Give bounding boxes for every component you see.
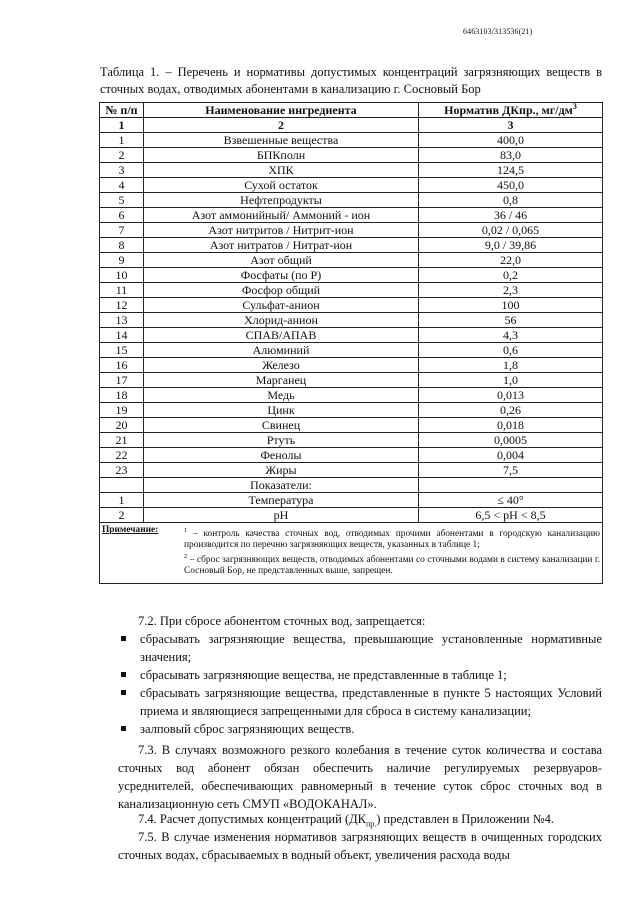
ingredient-name: Ртуть: [144, 433, 419, 448]
row-number: 11: [100, 283, 144, 298]
prohibition-list: [118, 630, 602, 738]
norm-value: 4,3: [419, 328, 603, 343]
header-norm-text: Норматив ДКпр., мг/дм: [444, 103, 573, 117]
norm-value: 0,8: [419, 193, 603, 208]
header-norm-exponent: 3: [572, 102, 577, 111]
note-row: [100, 523, 603, 584]
norm-value: 0,018: [419, 418, 603, 433]
norms-table: [99, 102, 603, 584]
p74-before: 7.4. Расчет допустимых концентраций (ДК: [138, 812, 366, 826]
table-row: [100, 493, 603, 508]
row-number: 9: [100, 253, 144, 268]
table-row: [100, 418, 603, 433]
row-number: 10: [100, 268, 144, 283]
paragraph-7-2: 7.2. При сбросе абонентом сточных вод, запрещается:: [138, 614, 426, 628]
column-number: 1: [100, 118, 144, 133]
row-number: 20: [100, 418, 144, 433]
list-item: залповый сброс загрязняющих веществ.: [118, 720, 602, 738]
paragraph-7-5: 7.5. В случае изменения нормативов загрязняющих веществ в очищенных городских сточных водах, сбрасываемых в водный объект, увеличения расхода воды: [118, 830, 602, 862]
page-number: 6463103/313536(21): [463, 27, 533, 36]
row-number: 7: [100, 223, 144, 238]
table-row: [100, 178, 603, 193]
norm-value: 0,26: [419, 403, 603, 418]
row-number: 18: [100, 388, 144, 403]
row-number: 12: [100, 298, 144, 313]
ingredient-name: Марганец: [144, 373, 419, 388]
indicator-name: Температура: [144, 493, 419, 508]
norm-value: 0,004: [419, 448, 603, 463]
norm-value: 9,0 / 39,86: [419, 238, 603, 253]
table-row: [100, 208, 603, 223]
header-norm: [419, 103, 603, 118]
norm-value: 0,02 / 0,065: [419, 223, 603, 238]
indicator-name: pH: [144, 508, 419, 523]
ingredient-name: Азот нитритов / Нитрит-ион: [144, 223, 419, 238]
header-number: № п/п: [100, 103, 144, 118]
row-number: 1: [100, 133, 144, 148]
row-number: 23: [100, 463, 144, 478]
table-row: [100, 328, 603, 343]
norm-value: 22,0: [419, 253, 603, 268]
table-row: [100, 193, 603, 208]
norm-value: 1,8: [419, 358, 603, 373]
norm-value: 0,013: [419, 388, 603, 403]
row-number: 15: [100, 343, 144, 358]
ingredient-name: Азот аммонийный/ Аммоний - ион: [144, 208, 419, 223]
empty-cell: [419, 478, 603, 493]
table-row: [100, 403, 603, 418]
ingredient-name: Сухой остаток: [144, 178, 419, 193]
indicators-row: [100, 478, 603, 493]
ingredient-name: Нефтепродукты: [144, 193, 419, 208]
ingredient-name: Свинец: [144, 418, 419, 433]
row-number: 16: [100, 358, 144, 373]
table-header-row: [100, 103, 603, 118]
norm-value: 400,0: [419, 133, 603, 148]
column-number: 2: [144, 118, 419, 133]
list-item: сбрасывать загрязняющие вещества, не представленные в таблице 1;: [118, 666, 602, 684]
row-number: 22: [100, 448, 144, 463]
table-row: [100, 133, 603, 148]
norm-value: 124,5: [419, 163, 603, 178]
table-row: [100, 163, 603, 178]
norm-value: 100: [419, 298, 603, 313]
ingredient-name: Жиры: [144, 463, 419, 478]
norm-value: 0,6: [419, 343, 603, 358]
row-number: 2: [100, 508, 144, 523]
ingredient-name: Взвешенные вещества: [144, 133, 419, 148]
norm-value: 56: [419, 313, 603, 328]
row-number: 14: [100, 328, 144, 343]
indicators-label: Показатели:: [144, 478, 419, 493]
table-row: [100, 358, 603, 373]
row-number: 19: [100, 403, 144, 418]
table-row: [100, 223, 603, 238]
indicator-value: 6,5 < pH < 8,5: [419, 508, 603, 523]
table-row: [100, 388, 603, 403]
table-caption: Таблица 1. – Перечень и нормативы допустимых концентраций загрязняющих веществ в сточных водах, отводимых абонентами в канализацию г. Сосновый Бор: [100, 65, 602, 96]
table-row: [100, 508, 603, 523]
table-row: [100, 433, 603, 448]
norm-value: 36 / 46: [419, 208, 603, 223]
row-number: 17: [100, 373, 144, 388]
table-row: [100, 343, 603, 358]
ingredient-name: ХПК: [144, 163, 419, 178]
table-row: [100, 268, 603, 283]
ingredient-name: Цинк: [144, 403, 419, 418]
row-number: 13: [100, 313, 144, 328]
note-1-mark: 1: [184, 527, 188, 534]
norm-value: 0,2: [419, 268, 603, 283]
list-item: сбрасывать загрязняющие вещества, превышающие установленные нормативные значения;: [118, 630, 602, 666]
ingredient-name: Фосфаты (по P): [144, 268, 419, 283]
note-label: Примечание:: [102, 525, 159, 535]
table-row: [100, 283, 603, 298]
table-row: [100, 148, 603, 163]
note-body: [184, 525, 600, 577]
note-2-text: – сброс загрязняющих веществ, отводимых абонентами со сточными водами в систему канализации г. Сосновый Бор, не представленных выше, запрещен.: [184, 555, 600, 577]
column-number: 3: [419, 118, 603, 133]
empty-cell: [100, 478, 144, 493]
ingredient-name: Сульфат-анион: [144, 298, 419, 313]
table-row: [100, 448, 603, 463]
norm-value: 0,0005: [419, 433, 603, 448]
ingredient-name: Азот общий: [144, 253, 419, 268]
note-2: [184, 551, 600, 577]
ingredient-name: СПАВ/АПАВ: [144, 328, 419, 343]
row-number: 21: [100, 433, 144, 448]
note-1: [184, 525, 600, 551]
table-row: [100, 238, 603, 253]
list-item: сбрасывать загрязняющие вещества, представленные в пункте 5 настоящих Условий приема и являющиеся запрещенными для сброса в систему канализации;: [118, 684, 602, 720]
p74-subscript: пр.: [365, 819, 377, 829]
table-row: [100, 373, 603, 388]
norm-value: 83,0: [419, 148, 603, 163]
norm-value: 450,0: [419, 178, 603, 193]
norm-value: 2,3: [419, 283, 603, 298]
row-number: 6: [100, 208, 144, 223]
ingredient-name: Азот нитратов / Нитрат-ион: [144, 238, 419, 253]
paragraph-7-3: 7.3. В случаях возможного резкого колебания в течение суток количества и состава сточных вод абонент обязан обеспечить наличие регулируемых резервуаров-усреднителей, обеспечивающих равномерный в течение суток сброс сточных вод в канализационную сеть СМУП «ВОДОКАНАЛ».: [118, 743, 602, 811]
ingredient-name: Фосфор общий: [144, 283, 419, 298]
header-ingredient: Наименование ингредиента: [144, 103, 419, 118]
ingredient-name: Медь: [144, 388, 419, 403]
row-number: 4: [100, 178, 144, 193]
row-number: 2: [100, 148, 144, 163]
column-numbers-row: [100, 118, 603, 133]
ingredient-name: БПКполн: [144, 148, 419, 163]
note-cell: [100, 523, 603, 584]
indicator-value: ≤ 40°: [419, 493, 603, 508]
row-number: 8: [100, 238, 144, 253]
p74-after: ) представлен в Приложении №4.: [376, 812, 554, 826]
norm-value: 1,0: [419, 373, 603, 388]
table-row: [100, 313, 603, 328]
ingredient-name: Железо: [144, 358, 419, 373]
row-number: 5: [100, 193, 144, 208]
table-row: [100, 298, 603, 313]
ingredient-name: Алюминий: [144, 343, 419, 358]
table-row: [100, 253, 603, 268]
ingredient-name: Хлорид-анион: [144, 313, 419, 328]
table-row: [100, 463, 603, 478]
ingredient-name: Фенолы: [144, 448, 419, 463]
norm-value: 7,5: [419, 463, 603, 478]
note-2-mark: 2: [184, 553, 188, 561]
row-number: 1: [100, 493, 144, 508]
row-number: 3: [100, 163, 144, 178]
note-1-text: – контроль качества сточных вод, отводимых прочими абонентами в городскую канализацию производится по перечню загрязняющих веществ, указанных в таблице 1;: [184, 529, 600, 551]
